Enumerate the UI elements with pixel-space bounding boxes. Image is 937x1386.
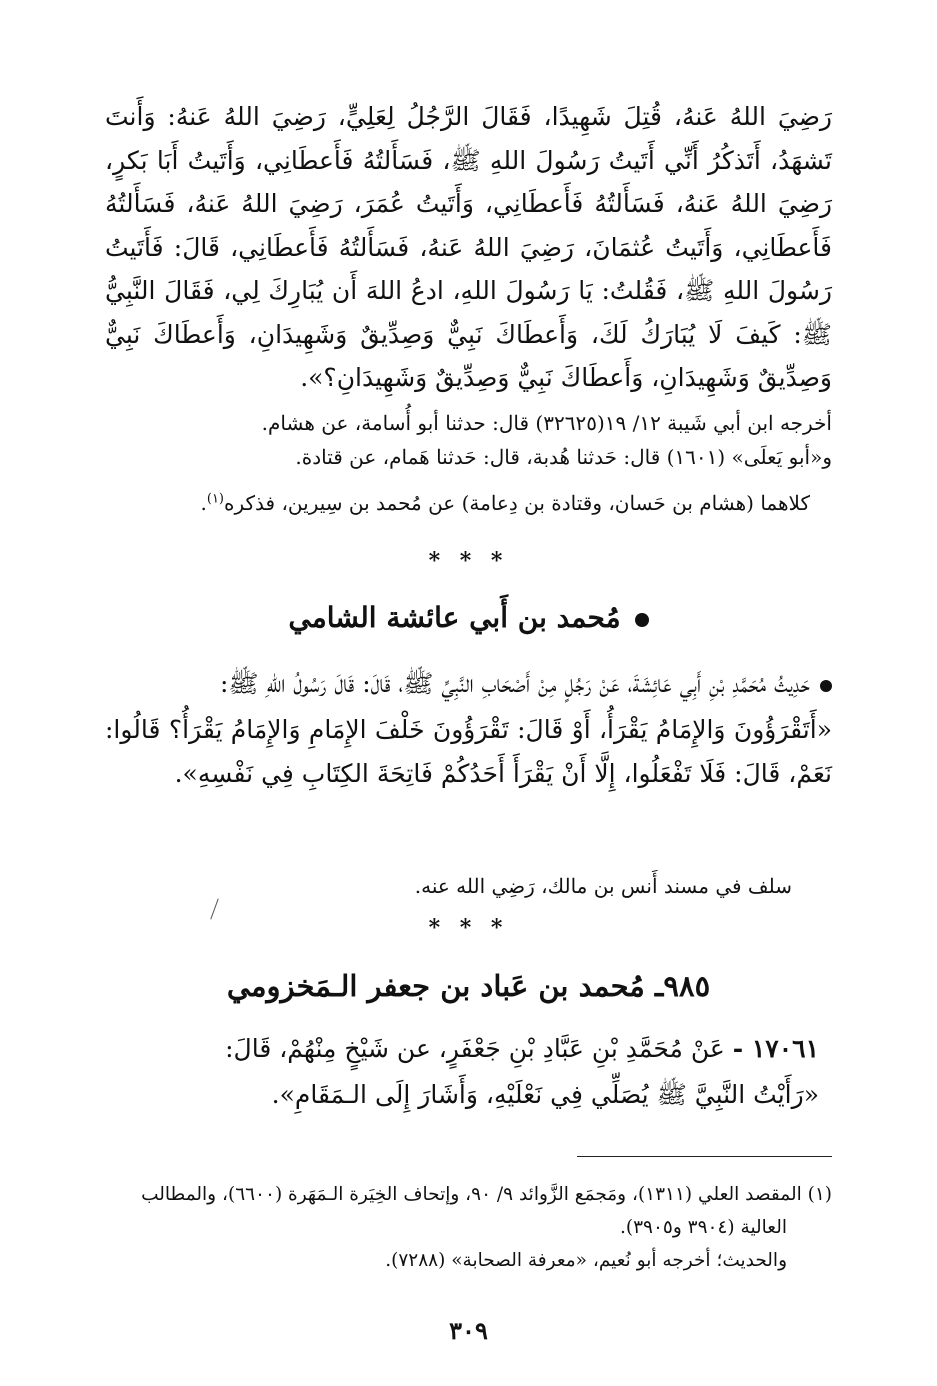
section-separator: * * * [428, 915, 509, 941]
page-number: ٣٠٩ [449, 1316, 488, 1345]
section-title: مُحمد بن أَبي عائشة الشامي [288, 601, 621, 634]
takhrij-line: كلاهما (هشام بن حَسان، وقتادة بن دِعامة) عن مُحمد بن سِيرين، فذكره$^{(١)}$. [200, 491, 810, 515]
footnote-divider [577, 1156, 832, 1157]
hadith-matn: «رَأَيْتُ النَّبِيَّ ﷺ يُصَلِّي فِي نَعْلَيْهِ، وَأَشَارَ إِلَى الـمَقَامِ». [271, 1080, 819, 1109]
footnote-line: والحديث؛ أخرجه أبو نُعيم، «معرفة الصحابة» (٧٢٨٨). [385, 1250, 787, 1271]
section-separator: * * * [428, 548, 509, 574]
footnote-line: (١) المقصد العلي (١٣١١)، ومَجمَع الزَّوائد ٩/ ٩٠، وإتحاف الخِيَرة الـمَهَرة (٦٦٠٠)، والمطالب [141, 1184, 832, 1205]
section-heading: ٩٨٥ـ مُحمد بن عَباد بن جعفر الـمَخزومي [226, 969, 711, 1003]
footnote-ref: (١) [206, 491, 224, 507]
takhrij-line: و«أبو يَعلَى» (١٦٠١) قال: حَدثنا هُدبة، قال: حَدثنا هَمام، عن قتادة. [295, 445, 832, 469]
hadith-isnad-line [119, 1026, 819, 1072]
takhrij-block [105, 406, 832, 520]
hadith-lead-text: حَدِيثُ مُحَمَّدِ بْنِ أَبِي عَائِشَةَ، عَنْ رَجُلٍ مِنْ أَصْحَابِ النَّبِيِّ ﷺ، قَالَ: قَالَ رَسُولُ اللهِ ﷺ: [220, 669, 810, 698]
hadith-number: ١٧٠٦١ - [732, 1034, 819, 1063]
bullet-icon [635, 613, 649, 627]
takhrij-summary: كلاهما (هشام بن حَسان، وقتادة بن دِعامة) عن مُحمد بن سِيرين، فذكره [224, 491, 810, 515]
cross-reference-note: سلف في مسند أَنس بن مالك، رَضِي الله عنه. [414, 874, 792, 898]
section-heading [0, 598, 937, 638]
hadith-matn: «أَتَقْرَؤُونَ وَالإِمَامُ يَقْرَأُ، أَوْ قَالَ: تَقْرَؤُونَ خَلْفَ الإِمَامِ وَالإِمَامُ يَقْرَأُ؟ قَالُوا: نَعَمْ، قَالَ: فَلَا تَفْعَلُوا، إِلَّا أَنْ يَقْرَأَ أَحَدُكُمْ فَاتِحَةَ الكِتَابِ فِي نَفْسِهِ». [105, 715, 832, 788]
footnote-line: العالية (٣٩٠٤ و٣٩٠٥). [619, 1217, 787, 1238]
hadith-block [119, 1026, 819, 1118]
footnotes [105, 1178, 832, 1277]
takhrij-line: أخرجه ابن أبي شَيبة ١٢/ ١٩(٣٢٦٢٥) قال: حدثنا أبو أُسامة، عن هشام. [261, 411, 832, 435]
hadith-isnad: عَنْ مُحَمَّدِ بْنِ عَبَّادِ بْنِ جَعْفَرٍ، عن شَيْخٍ مِنْهُمْ، قَالَ: [225, 1034, 725, 1063]
hadith-block [105, 662, 832, 796]
hadith-text: رَضِيَ اللهُ عَنهُ، قُتِلَ شَهِيدًا، فَقَالَ الرَّجُلُ لِعَلِيٍّ، رَضِيَ اللهُ عَنهُ: وَأَنتَ تَشهَدُ، أَتَذكُرُ أَنِّي أَتَيتُ رَسُولَ اللهِ ﷺ، فَسَأَلتُهُ فَأَعطَانِي، وَأَتَيتُ أَبَا بَكرٍ، رَضِيَ اللهُ عَنهُ، فَسَأَلتُهُ فَأَعطَانِي، وَأَتَيتُ عُمَرَ، رَضِيَ اللهُ عَنهُ، فَسَأَلتُهُ فَأَعطَانِي، وَأَتَيتُ عُثمَانَ، رَضِيَ اللهُ عَنهُ، فَسَأَلتُهُ فَأَعطَانِي، قَالَ: فَأَتَيتُ رَسُولَ اللهِ ﷺ، فَقُلتُ: يَا رَسُولَ اللهِ، ادعُ اللهَ أَن يُبَارِكَ لِي، فَقَالَ النَّبِيُّ ﷺ: كَيفَ لَا يُبَارَكُ لَكَ، وَأَعطَاكَ نَبِيٌّ وَصِدِّيقٌ وَشَهِيدَانِ، وَأَعطَاكَ نَبِيٌّ وَصِدِّيقٌ وَشَهِيدَانِ، وَأَعطَاكَ نَبِيٌّ وَصِدِّيقٌ وَشَهِيدَانِ؟». [105, 102, 832, 392]
hadith-lead [105, 662, 832, 706]
bullet-icon [820, 680, 832, 692]
